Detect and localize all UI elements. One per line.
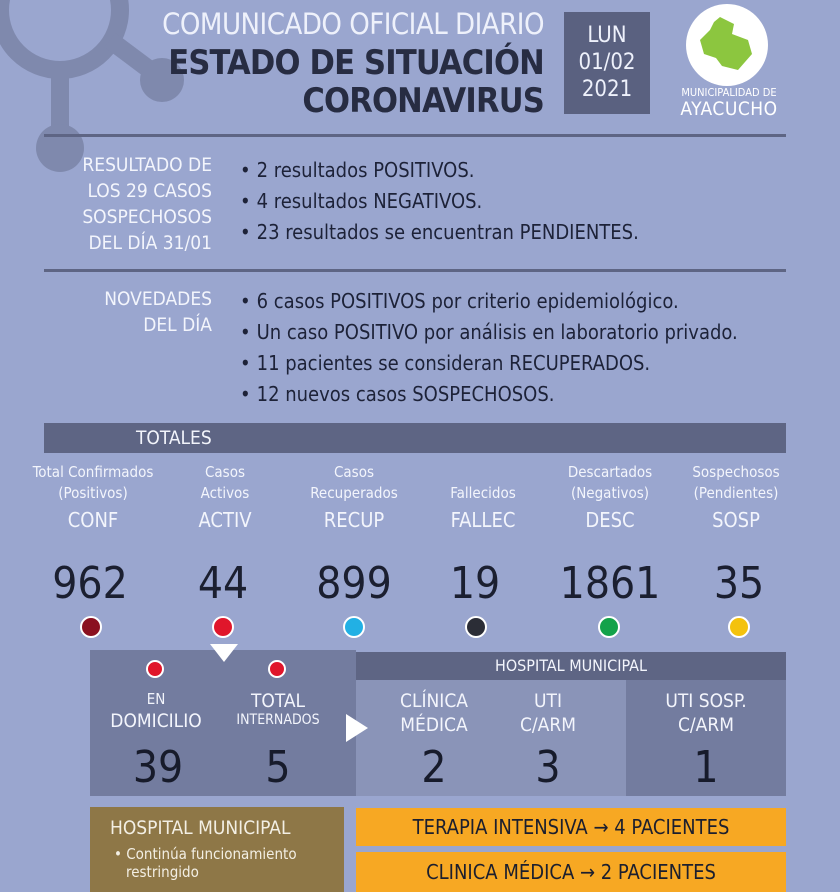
municipality-logo-icon (698, 14, 756, 74)
sosp-status-dot (728, 616, 750, 638)
clinica-banner: CLINICA MÉDICA → 2 PACIENTES (356, 852, 786, 892)
totals-header (44, 423, 786, 453)
domicilio-label1: EN (146, 690, 166, 708)
desc-status-dot (598, 616, 620, 638)
column-desc: (Pendientes) (693, 484, 779, 502)
logo-line2: AYACUCHO (680, 98, 778, 120)
resultados-label-line: RESULTADO DE (82, 154, 212, 176)
column-abbr: SOSP (712, 508, 760, 532)
column-desc: Total Confirmados (32, 463, 154, 481)
column-desc: Fallecidos (450, 484, 516, 502)
hospital-title: HOSPITAL MUNICIPAL (495, 656, 647, 675)
uti-value: 3 (535, 742, 561, 793)
list-item: • 23 resultados se encuentran PENDIENTES. (240, 217, 639, 248)
header-title-line1: ESTADO DE SITUACIÓN (168, 43, 544, 83)
list-item: • 6 casos POSITIVOS por criterio epidemiológico. (240, 286, 738, 317)
date-box (564, 12, 650, 114)
novedades-label-line: NOVEDADES (104, 288, 212, 310)
date-date: 01/02 (578, 50, 636, 75)
uti-sosp-label2: C/ARM (677, 714, 735, 736)
activ-value: 44 (197, 558, 249, 609)
clinica-label2: MÉDICA (400, 714, 468, 736)
uti-label1: UTI (534, 690, 562, 712)
internados-value: 5 (265, 742, 291, 793)
hospital-notice-title: HOSPITAL MUNICIPAL (110, 817, 291, 839)
column-desc: Descartados (567, 463, 653, 481)
list-item: • 11 pacientes se consideran RECUPERADOS. (240, 348, 738, 379)
arrow-right-icon (346, 714, 368, 742)
divider (44, 269, 786, 272)
uti-sosp-value: 1 (693, 742, 719, 793)
total-column-sosp (676, 462, 796, 532)
hospital-notice-text: Continúa funcionamiento (126, 845, 297, 863)
fallec-status-dot (465, 616, 487, 638)
internados-dot (268, 660, 286, 678)
novedades-label-line: DEL DÍA (143, 314, 212, 336)
totals-title: TOTALES (136, 427, 212, 449)
resultados-label (60, 152, 212, 256)
resultados-list (240, 155, 639, 248)
terapia-banner: TERAPIA INTENSIVA → 4 PACIENTES (356, 808, 786, 846)
bullet-icon: • (114, 845, 127, 863)
domicilio-value: 39 (132, 742, 184, 793)
conf-status-dot (80, 616, 102, 638)
date-day: LUN (587, 23, 627, 48)
header-subtitle: COMUNICADO OFICIAL DIARIO (162, 7, 544, 41)
column-desc: (Negativos) (570, 484, 650, 502)
fallec-value: 19 (449, 558, 501, 609)
column-abbr: FALLEC (450, 508, 516, 532)
column-desc: Activos (200, 484, 250, 502)
list-item: • 2 resultados POSITIVOS. (240, 155, 639, 186)
column-desc: Casos (333, 463, 374, 481)
domicilio-label2: DOMICILIO (110, 710, 202, 732)
header-title (168, 44, 544, 120)
conf-value: 962 (52, 558, 128, 609)
header-title-line2: CORONAVIRUS (302, 81, 544, 121)
column-desc: Casos (204, 463, 245, 481)
date-year: 2021 (581, 77, 633, 102)
resultados-label-line: LOS 29 CASOS (87, 180, 212, 202)
internados-label1: TOTAL (250, 690, 306, 712)
column-abbr: ACTIV (198, 508, 252, 532)
novedades-list (240, 286, 738, 410)
resultados-label-line: SOSPECHOSOS (82, 206, 212, 228)
column-abbr: DESC (585, 508, 635, 532)
arrow-down-icon (210, 644, 238, 664)
internados-label2: INTERNADOS (236, 712, 320, 728)
total-column-conf (8, 462, 178, 532)
desc-value: 1861 (559, 558, 661, 609)
hospital-notice-bullet (114, 845, 297, 881)
recup-status-dot (343, 616, 365, 638)
list-item: • Un caso POSITIVO por análisis en laboratorio privado. (240, 317, 738, 348)
clinica-label1: CLÍNICA (400, 690, 468, 712)
divider (44, 134, 786, 137)
list-item: • 12 nuevos casos SOSPECHOSOS. (240, 379, 738, 410)
clinica-value: 2 (421, 742, 447, 793)
total-column-desc (550, 462, 670, 532)
column-desc: Recuperados (310, 484, 398, 502)
recup-value: 899 (316, 558, 392, 609)
column-desc: (Positivos) (58, 484, 128, 502)
column-desc (428, 462, 538, 483)
total-column-fallec (428, 462, 538, 532)
uti-sosp-label1: UTI SOSP. (665, 690, 747, 712)
hospital-notice (90, 807, 344, 892)
column-desc: Sospechosos (692, 463, 780, 481)
activ-status-dot (212, 616, 234, 638)
uti-label2: C/ARM (519, 714, 577, 736)
column-abbr: CONF (67, 508, 119, 532)
sosp-value: 35 (713, 558, 765, 609)
total-column-activ (178, 462, 272, 532)
list-item: • 4 resultados NEGATIVOS. (240, 186, 639, 217)
total-column-recup (288, 462, 420, 532)
domicilio-dot (146, 660, 164, 678)
resultados-label-line: DEL DÍA 31/01 (88, 232, 212, 254)
hospital-notice-text: restringido (126, 863, 199, 881)
novedades-label (60, 286, 212, 338)
logo-line1: MUNICIPALIDAD DE (681, 86, 777, 99)
column-abbr: RECUP (323, 508, 385, 532)
